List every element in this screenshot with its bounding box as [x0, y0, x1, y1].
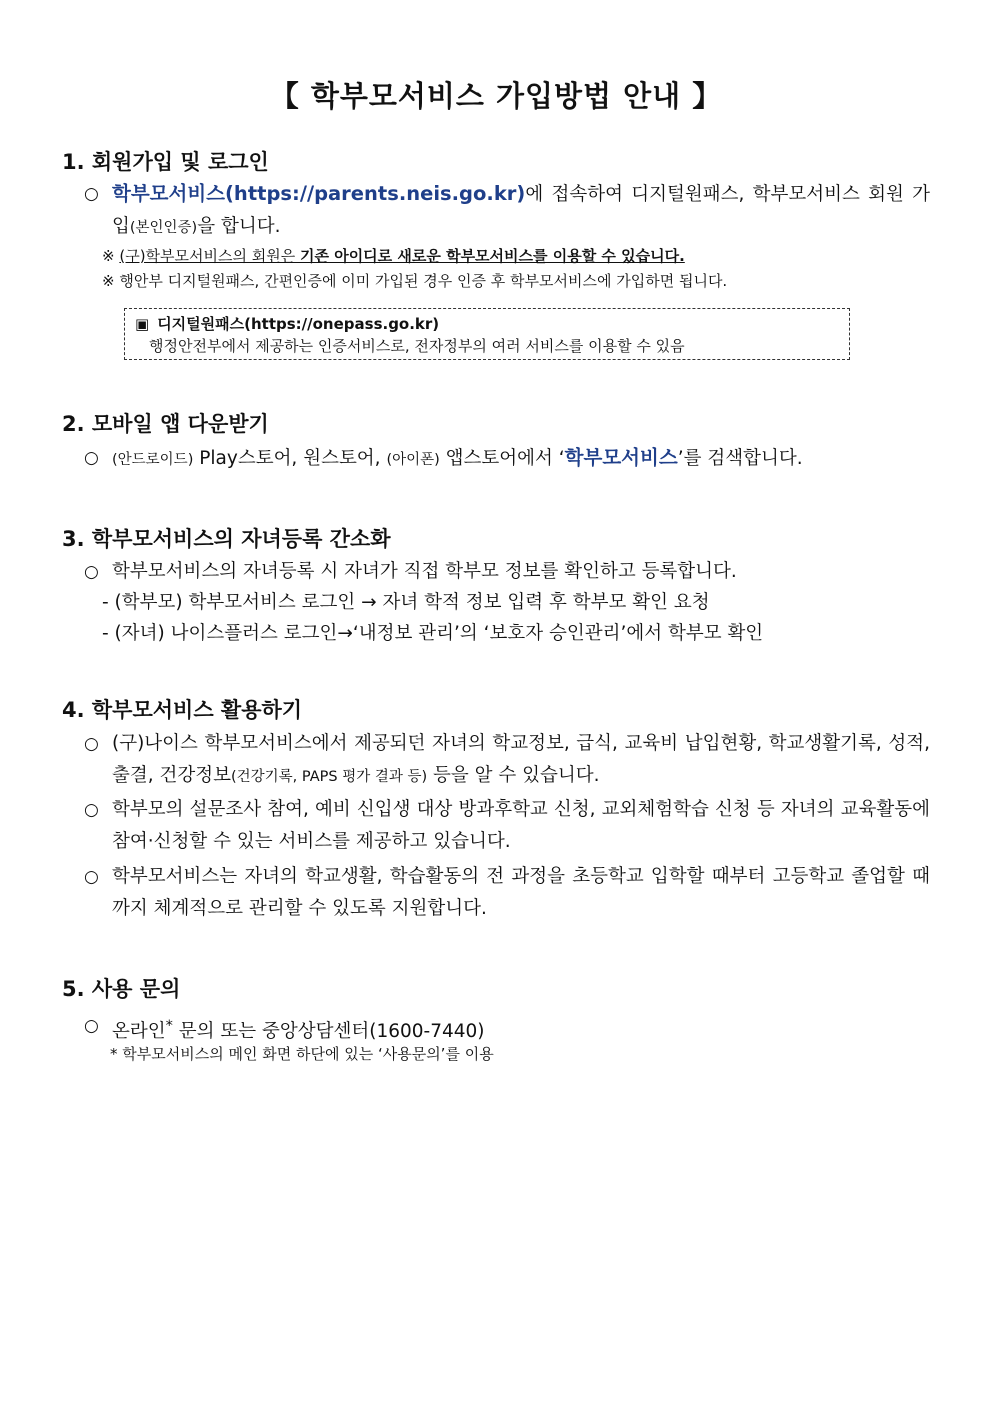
section-1-title: 1. 회원가입 및 로그인 [62, 150, 269, 174]
section-2-title: 2. 모바일 앱 다운받기 [62, 412, 269, 436]
document-title: 【 학부모서비스 가입방법 안내 】 [269, 79, 723, 113]
section-4-title: 4. 학부모서비스 활용하기 [62, 698, 303, 722]
onepass-description: 행정안전부에서 제공하는 인증서비스로, 전자정부의 여러 서비스를 이용할 수 있음 [149, 337, 685, 355]
bullet-mark: ○ [84, 184, 99, 204]
section-3-sub-1: - (학부모) 학부모서비스 로그인 → 자녀 학적 정보 입력 후 학부모 확인 요청 [102, 592, 710, 613]
section-5-title: 5. 사용 문의 [62, 977, 181, 1001]
section-1-bullet: ○ 학부모서비스(https://parents.neis.go.kr)에 접속하여 디지털원패스, 학부모서비스 회원 가입(본인인증)을 합니다. [84, 178, 930, 244]
section-1-note-2: ※ 행안부 디지털원패스, 간편인증에 이미 가입된 경우 인증 후 학부모서비스에 가입하면 됩니다. [102, 272, 728, 290]
section-5-bullet: ○ 온라인* 문의 또는 중앙상담센터(1600-7440) [84, 1016, 485, 1043]
section-4-bullet-3: ○ 학부모서비스는 자녀의 학교생활, 학습활동의 전 과정을 초등학교 입학할 때부터 고등학교 졸업할 때까지 체계적으로 관리할 수 있도록 지원합니다. [84, 866, 930, 919]
section-4-bullet-2: ○ 학부모의 설문조사 참여, 예비 신입생 대상 방과후학교 신청, 교외체험학습 신청 등 자녀의 교육활동에 참여·신청할 수 있는 서비스를 제공하고 있습니다. [84, 799, 930, 852]
section-3-title: 3. 학부모서비스의 자녀등록 간소화 [62, 527, 391, 551]
section-5-note: * 학부모서비스의 메인 화면 하단에 있는 ‘사용문의’를 이용 [110, 1045, 494, 1063]
section-2-bullet: ○ (안드로이드) Play스토어, 원스토어, (아이폰) 앱스토어에서 ‘학부모서비스’를 검색합니다. [84, 446, 803, 469]
section-1-note-1: ※ (구)학부모서비스의 회원은 기존 아이디로 새로운 학부모서비스를 이용할 수 있습니다. [102, 247, 685, 265]
onepass-link[interactable]: 디지털원패스(https://onepass.go.kr) [157, 315, 440, 333]
section-4-bullet-1: ○ (구)나이스 학부모서비스에서 제공되던 자녀의 학교정보, 급식, 교육비 납입현황, 학교생활기록, 성적, 출결, 건강정보(건강기록, PAPS 평가 결과 등) 등을 알 수 있습니다. [84, 733, 930, 786]
section-3-bullet: ○ 학부모서비스의 자녀등록 시 자녀가 직접 학부모 정보를 확인하고 등록합니다. [84, 561, 737, 582]
app-search-keyword: 학부모서비스 [564, 446, 678, 469]
onepass-info-box [124, 308, 850, 360]
parents-service-link[interactable]: 학부모서비스(https://parents.neis.go.kr) [112, 182, 526, 205]
square-mark-icon: ▣ [135, 315, 150, 333]
section-3-sub-2: - (자녀) 나이스플러스 로그인→‘내정보 관리’의 ‘보호자 승인관리’에서 학부모 확인 [102, 623, 764, 644]
